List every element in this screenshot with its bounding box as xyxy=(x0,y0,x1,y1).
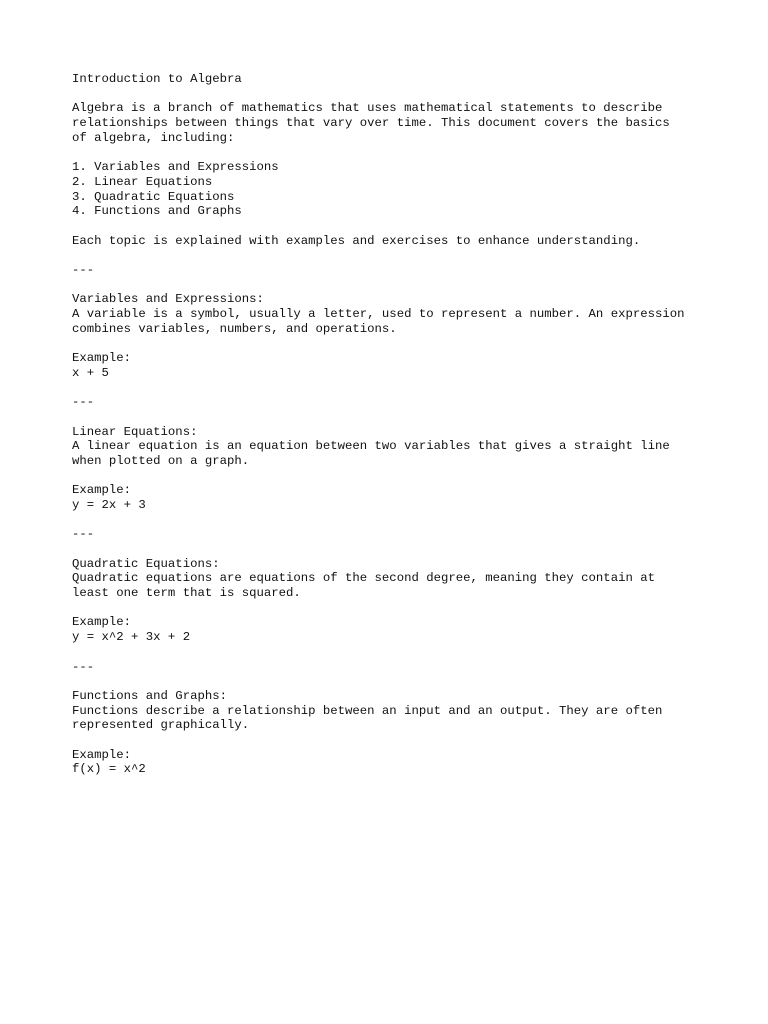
section-separator: --- xyxy=(72,262,95,277)
blank-line xyxy=(72,87,722,102)
document-title: Introduction to Algebra xyxy=(72,72,242,86)
blank-line xyxy=(72,248,722,263)
example-label: Example: xyxy=(72,747,132,762)
example-label: Example: xyxy=(72,351,132,366)
topic-list-item: 1. Variables and Expressions xyxy=(72,160,279,175)
section-body-line: A linear equation is an equation between two variables that gives a straight line xyxy=(72,439,670,454)
blank-line xyxy=(72,380,722,395)
section-body-line: A variable is a symbol, usually a letter, used to represent a number. An expression xyxy=(72,307,685,321)
blank-line xyxy=(72,513,722,528)
blank-line xyxy=(72,278,722,293)
blank-line xyxy=(72,469,722,484)
example-label: Example: xyxy=(72,615,132,630)
closing-sentence: Each topic is explained with examples and exercises to enhance understanding. xyxy=(72,233,641,248)
section-separator: --- xyxy=(72,659,95,674)
example-formula: y = 2x + 3 xyxy=(72,497,146,512)
section-heading: Linear Equations: xyxy=(72,424,198,439)
blank-line xyxy=(72,219,722,234)
section-body-line: combines variables, numbers, and operations. xyxy=(72,321,397,336)
section-body-line: represented graphically. xyxy=(72,718,250,733)
topic-list-item: 3. Quadratic Equations xyxy=(72,189,235,204)
intro-line: relationships between things that vary over time. This document covers the basics xyxy=(72,116,670,131)
blank-line xyxy=(72,410,722,425)
section-body-line: Functions describe a relationship between an input and an output. They are often xyxy=(72,703,663,718)
blank-line xyxy=(72,145,722,160)
section-separator: --- xyxy=(72,395,95,410)
document-page xyxy=(72,72,722,777)
section-body-line: least one term that is squared. xyxy=(72,586,301,601)
section-body-line: Quadratic equations are equations of the second degree, meaning they contain at xyxy=(72,571,655,586)
topic-list-item: 2. Linear Equations xyxy=(72,174,213,189)
section-body-line: when plotted on a graph. xyxy=(72,453,250,468)
intro-line: Algebra is a branch of mathematics that uses mathematical statements to describe xyxy=(72,101,663,116)
section-heading: Functions and Graphs: xyxy=(72,688,227,703)
blank-line xyxy=(72,733,722,748)
example-label: Example: xyxy=(72,483,132,498)
topic-list-item: 4. Functions and Graphs xyxy=(72,204,242,219)
section-heading: Quadratic Equations: xyxy=(72,556,220,571)
blank-line xyxy=(72,645,722,660)
intro-line: of algebra, including: xyxy=(72,130,235,145)
example-formula: y = x^2 + 3x + 2 xyxy=(72,630,191,645)
blank-line xyxy=(72,601,722,616)
blank-line xyxy=(72,336,722,351)
example-formula: x + 5 xyxy=(72,365,109,380)
example-formula: f(x) = x^2 xyxy=(72,762,146,777)
section-separator: --- xyxy=(72,527,95,542)
section-heading: Variables and Expressions: xyxy=(72,292,264,307)
blank-line xyxy=(72,674,722,689)
blank-line xyxy=(72,542,722,557)
